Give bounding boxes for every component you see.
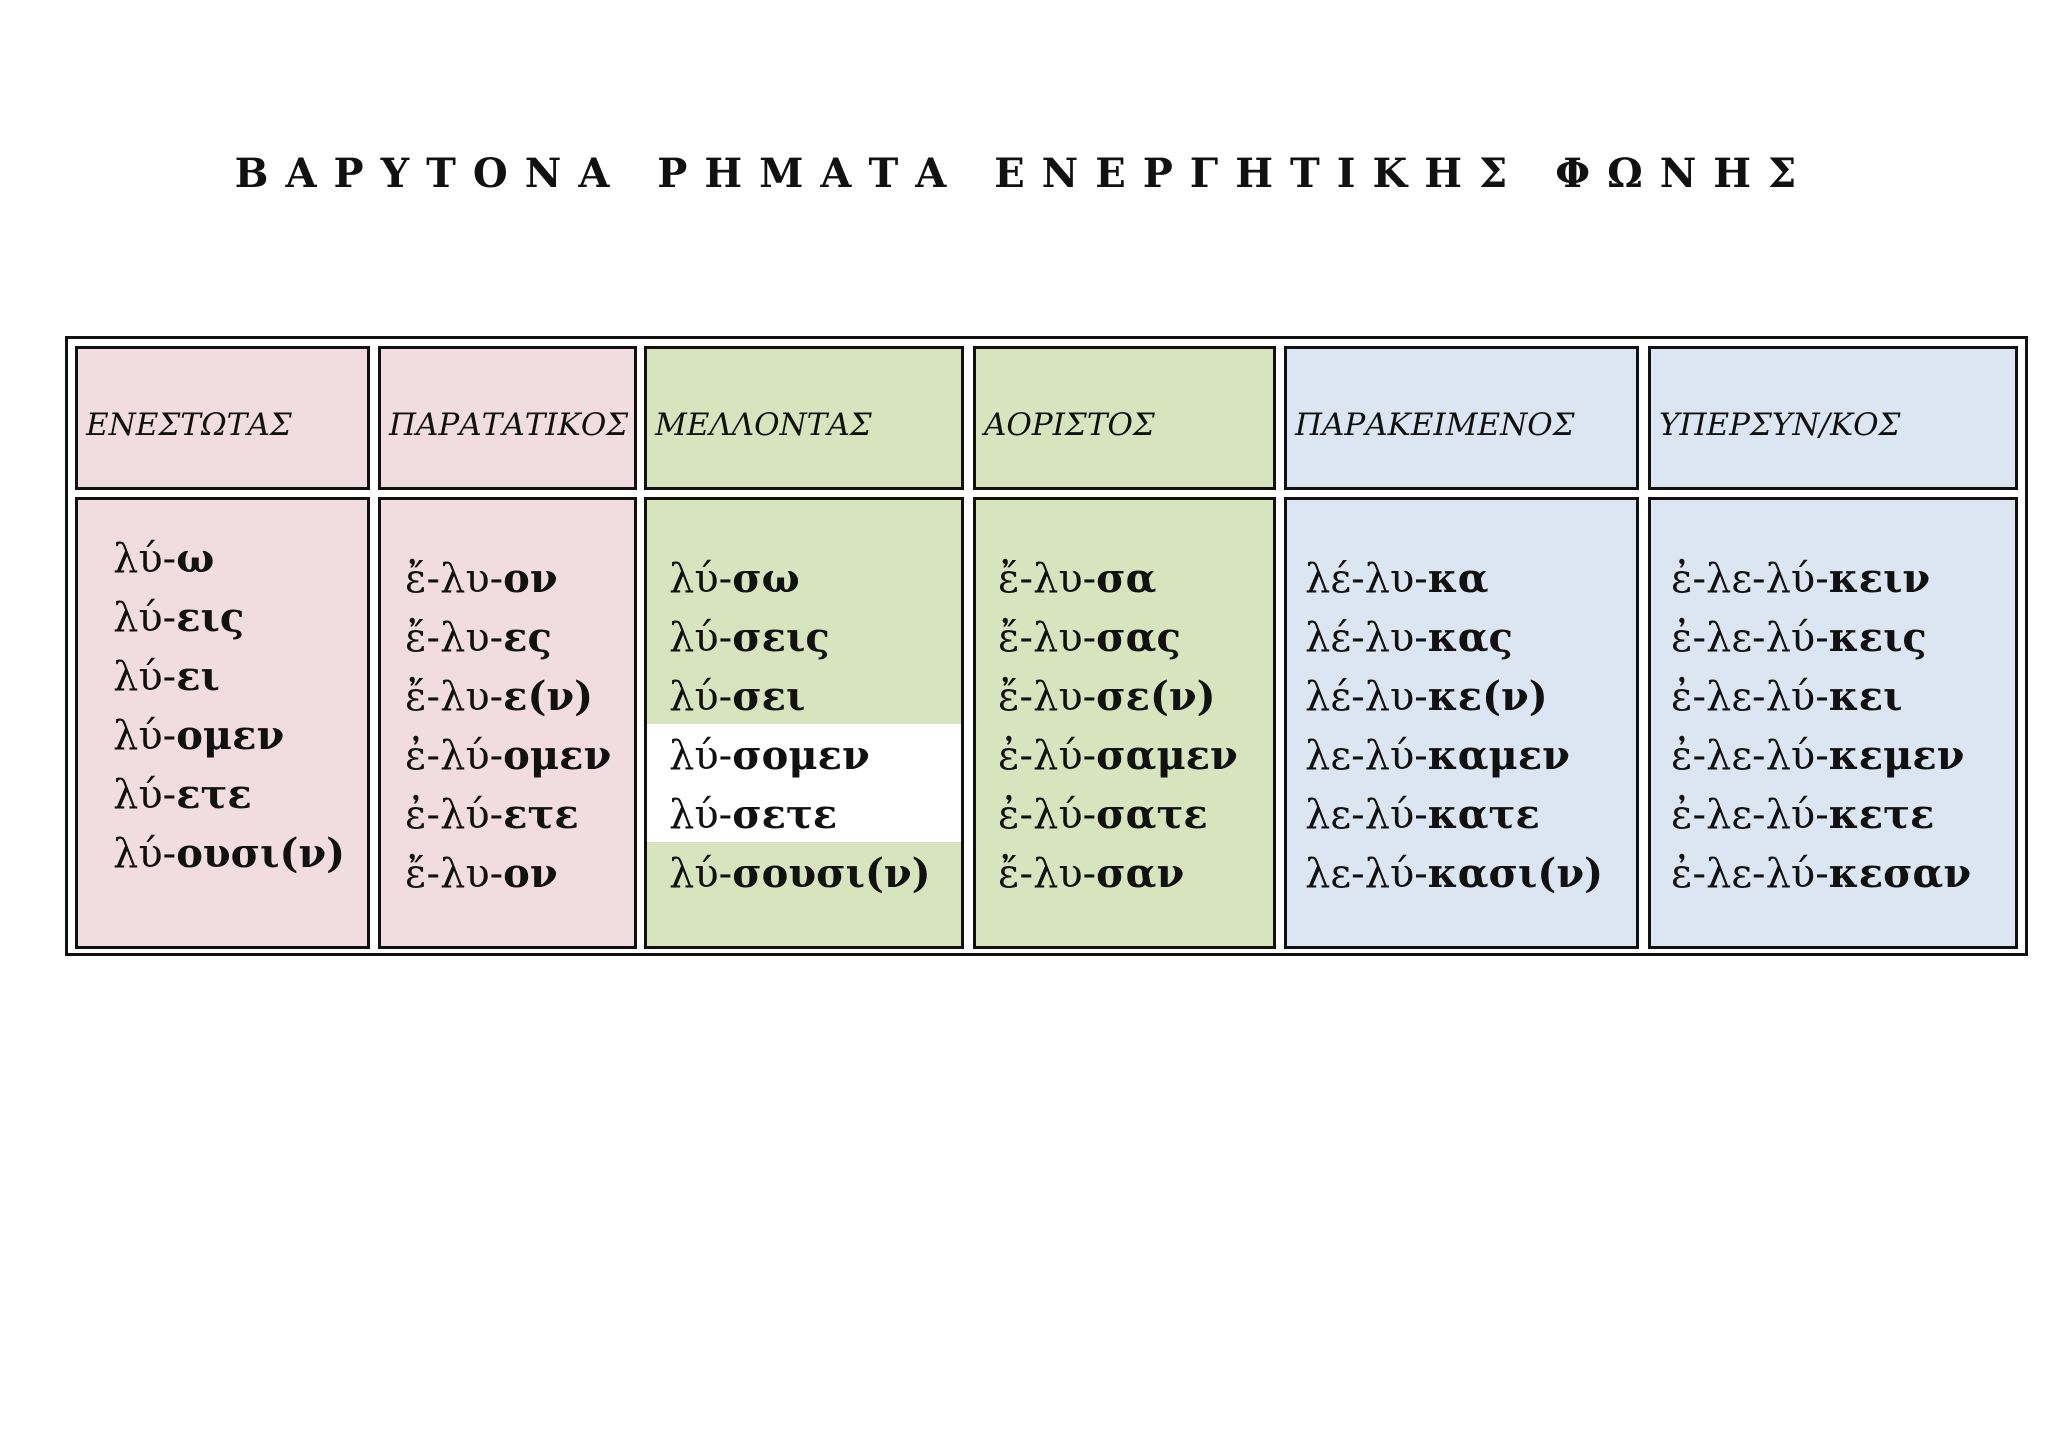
verb-form bbox=[1671, 615, 1927, 661]
verb-ending: ω bbox=[176, 535, 215, 582]
verb-form bbox=[1305, 556, 1489, 602]
verb-stem: ἐ-λύ- bbox=[405, 792, 504, 838]
verb-ending: κεμεν bbox=[1828, 732, 1965, 779]
verb-stem: λε-λύ- bbox=[1305, 733, 1428, 779]
verb-form bbox=[669, 674, 805, 720]
verb-form bbox=[998, 674, 1216, 720]
verb-stem: ἔ-λυ- bbox=[998, 615, 1097, 661]
verb-stem: ἔ-λυ- bbox=[998, 674, 1097, 720]
verb-stem: λύ- bbox=[669, 615, 733, 661]
verb-ending: ουσι(ν) bbox=[176, 830, 346, 877]
header-imperfect: ΠΑΡΑΤΑΤΙΚΟΣ bbox=[378, 346, 637, 490]
header-pluperfect: ΥΠΕΡΣΥΝ/ΚΟΣ bbox=[1648, 346, 2018, 490]
verb-stem: ἔ-λυ- bbox=[998, 851, 1097, 897]
verb-ending: κα bbox=[1427, 555, 1489, 602]
verb-stem: λύ- bbox=[669, 556, 733, 602]
verb-form bbox=[1305, 615, 1513, 661]
verb-ending: σαμεν bbox=[1096, 732, 1238, 779]
verb-ending: σουσι(ν) bbox=[732, 850, 931, 897]
verb-form bbox=[669, 556, 800, 602]
header-aorist: ΑΟΡΙΣΤΟΣ bbox=[973, 346, 1276, 490]
verb-ending: σετε bbox=[732, 791, 838, 838]
verb-form bbox=[998, 556, 1156, 602]
verb-stem: ἐ-λε-λύ- bbox=[1671, 733, 1829, 779]
forms-present bbox=[75, 497, 370, 949]
forms-aorist bbox=[973, 497, 1276, 949]
verb-ending: κεις bbox=[1828, 614, 1927, 661]
verb-ending: σατε bbox=[1096, 791, 1208, 838]
verb-stem: ἐ-λε-λύ- bbox=[1671, 556, 1829, 602]
verb-ending: σας bbox=[1096, 614, 1181, 661]
verb-ending: σεις bbox=[732, 614, 830, 661]
verb-form bbox=[1671, 851, 1971, 897]
header-perfect: ΠΑΡΑΚΕΙΜΕΝΟΣ bbox=[1284, 346, 1639, 490]
page-title: ΒΑΡΥΤΟΝΑ ΡΗΜΑΤΑ ΕΝΕΡΓΗΤΙΚΗΣ ΦΩΝΗΣ bbox=[234, 150, 1814, 197]
verb-stem: λε-λύ- bbox=[1305, 851, 1428, 897]
verb-stem: λύ- bbox=[669, 851, 733, 897]
verb-ending: ομεν bbox=[176, 712, 285, 759]
verb-form bbox=[405, 674, 593, 720]
verb-stem: λέ-λυ- bbox=[1305, 615, 1428, 661]
verb-ending: ομεν bbox=[503, 732, 612, 779]
verb-form bbox=[669, 851, 931, 897]
verb-form bbox=[998, 615, 1181, 661]
forms-imperfect bbox=[378, 497, 637, 949]
verb-form bbox=[405, 615, 552, 661]
verb-stem: λύ- bbox=[113, 595, 177, 641]
verb-stem: ἔ-λυ- bbox=[998, 556, 1097, 602]
verb-form bbox=[1305, 792, 1540, 838]
forms-future bbox=[644, 497, 964, 949]
verb-ending: κασι(ν) bbox=[1427, 850, 1603, 897]
verb-form bbox=[405, 556, 558, 602]
verb-form bbox=[669, 615, 830, 661]
verb-stem: λύ- bbox=[113, 654, 177, 700]
verb-ending: ον bbox=[503, 850, 558, 897]
verb-stem: ἐ-λε-λύ- bbox=[1671, 792, 1829, 838]
verb-form bbox=[669, 792, 837, 838]
verb-form bbox=[113, 831, 345, 877]
verb-stem: ἐ-λύ- bbox=[998, 733, 1097, 779]
verb-stem: λύ- bbox=[669, 733, 733, 779]
verb-ending: κας bbox=[1427, 614, 1513, 661]
verb-ending: κατε bbox=[1427, 791, 1540, 838]
verb-stem: λύ- bbox=[669, 674, 733, 720]
verb-form bbox=[998, 851, 1184, 897]
verb-stem: ἐ-λε-λύ- bbox=[1671, 674, 1829, 720]
verb-form bbox=[113, 772, 252, 818]
forms-pluperfect bbox=[1648, 497, 2018, 949]
verb-stem: λέ-λυ- bbox=[1305, 556, 1428, 602]
verb-stem: λέ-λυ- bbox=[1305, 674, 1428, 720]
verb-stem: λύ- bbox=[113, 772, 177, 818]
forms-perfect bbox=[1284, 497, 1639, 949]
verb-ending: κετε bbox=[1828, 791, 1935, 838]
verb-form bbox=[1671, 792, 1934, 838]
verb-stem: ἔ-λυ- bbox=[405, 674, 504, 720]
verb-stem: λύ- bbox=[113, 536, 177, 582]
verb-ending: σω bbox=[732, 555, 800, 602]
verb-ending: ον bbox=[503, 555, 558, 602]
verb-stem: λύ- bbox=[113, 713, 177, 759]
verb-form bbox=[1305, 851, 1603, 897]
verb-ending: εις bbox=[176, 594, 245, 641]
verb-form bbox=[1305, 733, 1570, 779]
verb-form bbox=[113, 713, 284, 759]
verb-ending: ες bbox=[503, 614, 552, 661]
verb-ending: σε(ν) bbox=[1096, 673, 1216, 720]
verb-form bbox=[405, 851, 558, 897]
verb-form bbox=[998, 733, 1238, 779]
verb-ending: ετε bbox=[503, 791, 579, 838]
verb-ending: καμεν bbox=[1427, 732, 1570, 779]
verb-stem: ἐ-λύ- bbox=[998, 792, 1097, 838]
verb-form bbox=[1671, 733, 1964, 779]
header-future: ΜΕΛΛΟΝΤΑΣ bbox=[644, 346, 964, 490]
verb-stem: ἔ-λυ- bbox=[405, 851, 504, 897]
verb-stem: ἐ-λύ- bbox=[405, 733, 504, 779]
verb-form bbox=[1305, 674, 1548, 720]
verb-form bbox=[405, 792, 579, 838]
verb-ending: ετε bbox=[176, 771, 252, 818]
header-present: ΕΝΕΣΤΩΤΑΣ bbox=[75, 346, 370, 490]
verb-ending: σομεν bbox=[732, 732, 870, 779]
verb-stem: ἐ-λε-λύ- bbox=[1671, 851, 1829, 897]
verb-stem: ἔ-λυ- bbox=[405, 615, 504, 661]
verb-ending: κε(ν) bbox=[1427, 673, 1548, 720]
verb-ending: σα bbox=[1096, 555, 1157, 602]
verb-stem: λύ- bbox=[669, 792, 733, 838]
verb-form bbox=[1671, 674, 1902, 720]
verb-form bbox=[113, 595, 244, 641]
verb-ending: κειν bbox=[1828, 555, 1931, 602]
verb-ending: ει bbox=[176, 653, 220, 700]
verb-form bbox=[998, 792, 1208, 838]
verb-ending: κει bbox=[1828, 673, 1903, 720]
verb-ending: σει bbox=[732, 673, 806, 720]
verb-stem: ἐ-λε-λύ- bbox=[1671, 615, 1829, 661]
verb-form bbox=[1671, 556, 1930, 602]
verb-ending: κεσαν bbox=[1828, 850, 1972, 897]
verb-form bbox=[113, 536, 214, 582]
verb-form bbox=[113, 654, 220, 700]
verb-stem: λύ- bbox=[113, 831, 177, 877]
verb-form bbox=[405, 733, 611, 779]
verb-stem: ἔ-λυ- bbox=[405, 556, 504, 602]
verb-ending: σαν bbox=[1096, 850, 1185, 897]
verb-stem: λε-λύ- bbox=[1305, 792, 1428, 838]
verb-form bbox=[669, 733, 870, 779]
verb-ending: ε(ν) bbox=[503, 673, 594, 720]
